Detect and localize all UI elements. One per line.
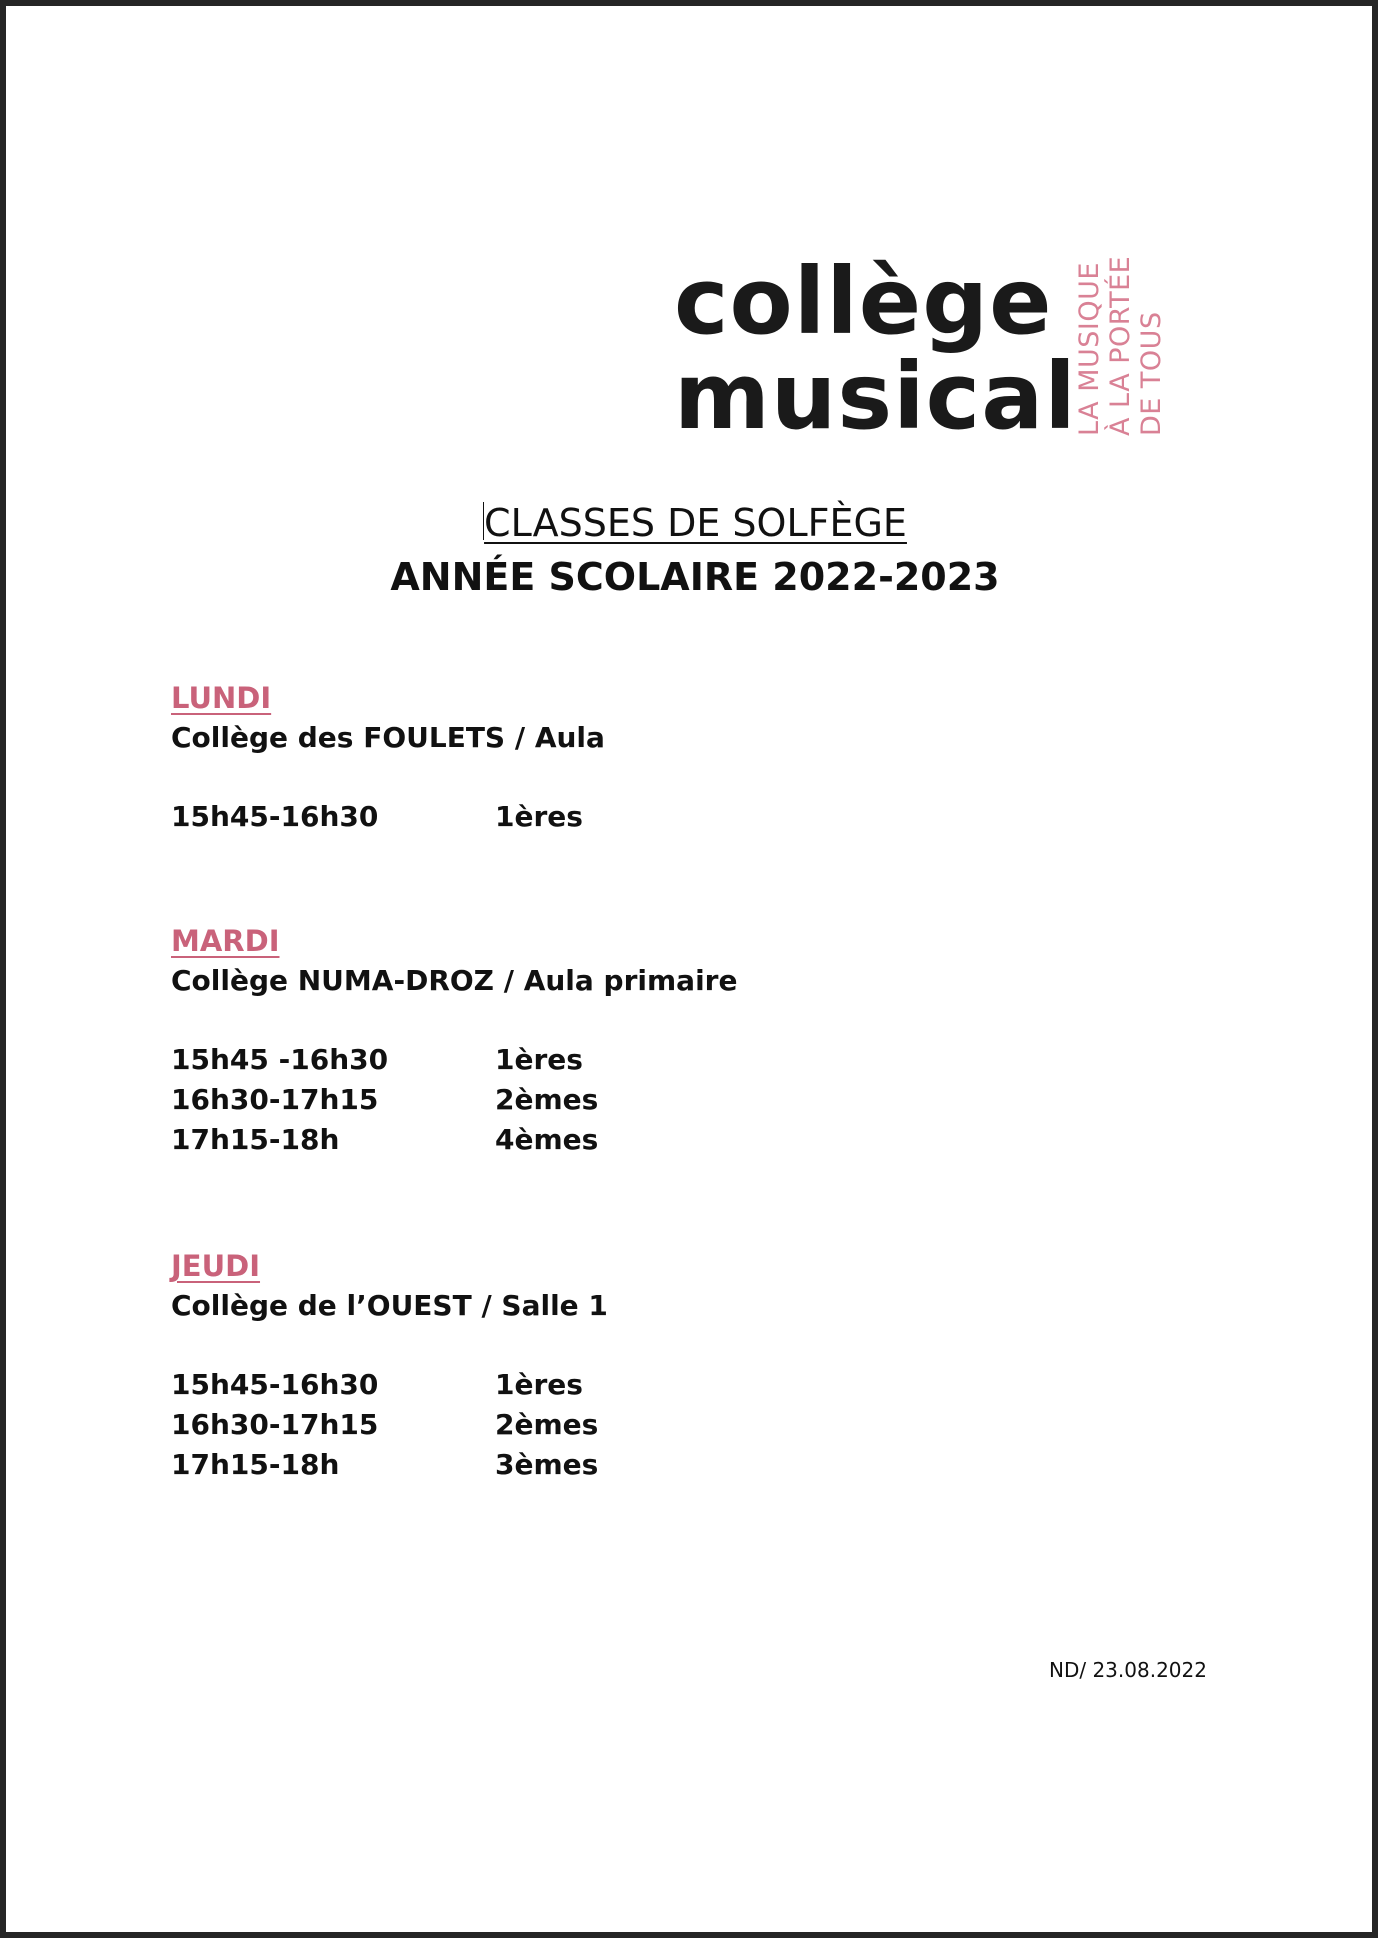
slot-row (171, 1404, 1071, 1444)
slot-time: 15h45 -16h30 (171, 1042, 389, 1076)
tagline-line: LA MUSIQUE (1074, 262, 1105, 436)
title-classes: CLASSES DE SOLFÈGE (484, 501, 907, 545)
slot-row (171, 1119, 1071, 1159)
day-section-jeudi (171, 1246, 1071, 1484)
slot-list (171, 796, 1071, 836)
slot-level: 2èmes (495, 1407, 599, 1441)
slot-row (171, 1364, 1071, 1404)
title-line-1 (6, 496, 1378, 550)
slot-time: 15h45-16h30 (171, 799, 379, 833)
logo-word-college: collège (674, 248, 1053, 355)
slot-level: 3èmes (495, 1447, 599, 1481)
slot-row (171, 1039, 1071, 1079)
title-line-2: ANNÉE SCOLAIRE 2022-2023 (390, 555, 1000, 599)
logo-word-musical: musical (674, 343, 1077, 450)
venue-label: Collège NUMA-DROZ / Aula primaire (171, 964, 738, 997)
slot-time: 16h30-17h15 (171, 1407, 379, 1441)
slot-list (171, 1364, 1071, 1484)
slot-level: 2èmes (495, 1082, 599, 1116)
tagline-line: À LA PORTÉE (1105, 255, 1136, 436)
day-heading: JEUDI (171, 1249, 261, 1283)
day-section-mardi (171, 921, 1071, 1159)
venue-label: Collège de l’OUEST / Salle 1 (171, 1289, 608, 1322)
slot-level: 1ères (495, 1367, 583, 1401)
tagline-line: DE TOUS (1136, 311, 1167, 436)
slot-list (171, 1039, 1071, 1159)
slot-row (171, 796, 1071, 836)
slot-row (171, 1079, 1071, 1119)
slot-time: 16h30-17h15 (171, 1082, 379, 1116)
day-heading: LUNDI (171, 681, 272, 715)
day-section-lundi (171, 678, 1071, 836)
venue-label: Collège des FOULETS / Aula (171, 721, 605, 754)
document-title (6, 496, 1378, 604)
college-musical-logo (674, 206, 1194, 450)
footer-note: ND/ 23.08.2022 (1049, 1658, 1207, 1682)
slot-row (171, 1444, 1071, 1484)
day-heading: MARDI (171, 924, 280, 958)
logo-tagline (1074, 216, 1294, 436)
slot-level: 1ères (495, 799, 583, 833)
slot-time: 17h15-18h (171, 1122, 340, 1156)
slot-level: 4èmes (495, 1122, 599, 1156)
slot-time: 15h45-16h30 (171, 1367, 379, 1401)
slot-level: 1ères (495, 1042, 583, 1076)
slot-time: 17h15-18h (171, 1447, 340, 1481)
